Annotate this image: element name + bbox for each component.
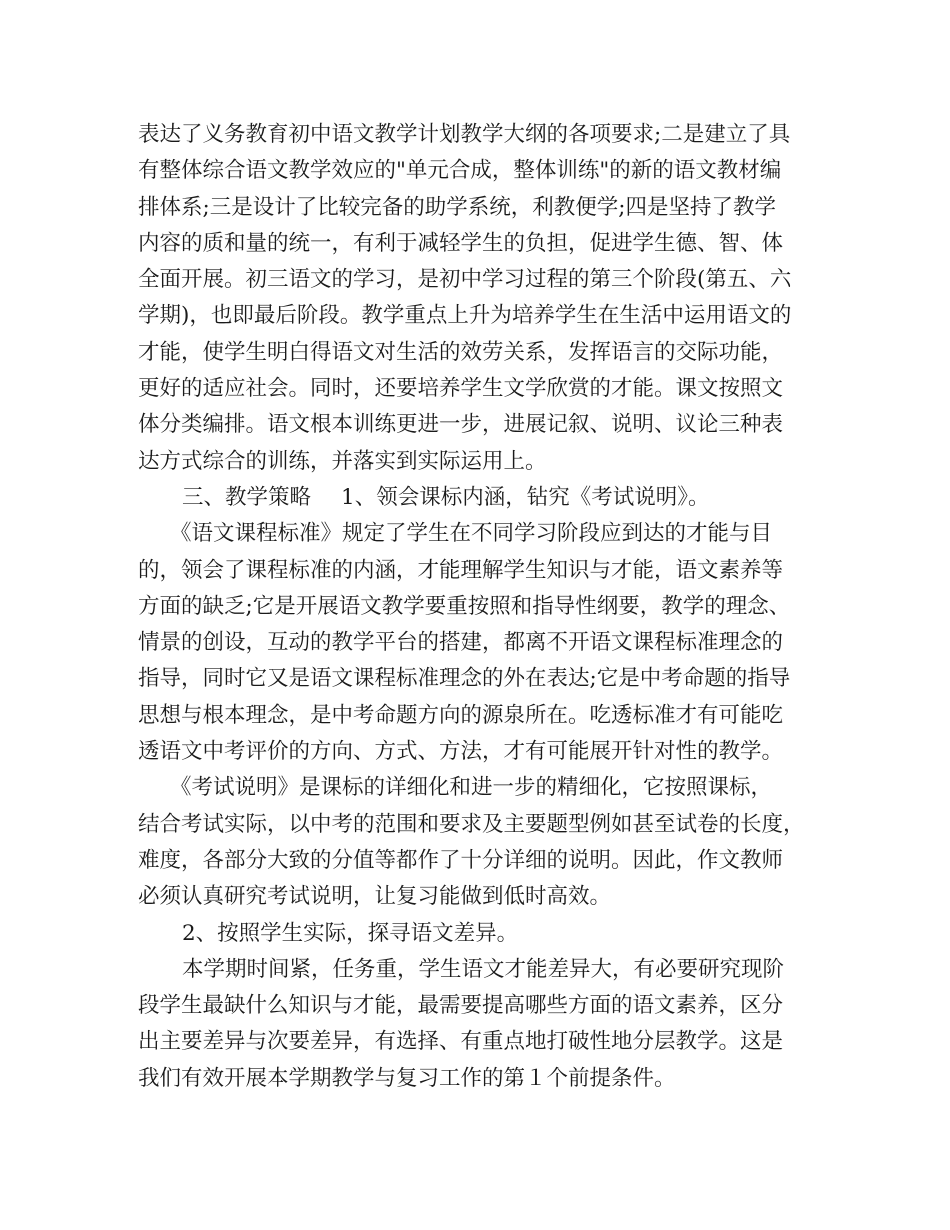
text-line: 我们有效开展本学期教学与复习工作的第１个前提条件。: [138, 1065, 676, 1091]
paragraph-intro: [138, 117, 828, 480]
paragraph-exam-guide: [138, 770, 828, 915]
text-line: 内容的质和量的统一，有利于减轻学生的负担，促进学生德、智、体: [138, 230, 784, 256]
text-line: 有整体综合语文教学效应的"单元合成，整体训练"的新的语文教材编: [138, 158, 782, 184]
text-line: 思想与根本理念，是中考命题方向的源泉所在。吃透标准才有可能吃: [138, 702, 784, 728]
text-line: 段学生最缺什么知识与才能，最需要提高哪些方面的语文素养，区分: [138, 993, 784, 1019]
text-line: 方面的缺乏;它是开展语文教学要重按照和指导性纲要，教学的理念、: [138, 593, 791, 619]
text-line: 指导，同时它又是语文课程标准理念的外在表达;它是中考命题的指导: [138, 666, 791, 692]
text-line: 结合考试实际，以中考的范围和要求及主要题型例如甚至试卷的长度，: [138, 811, 805, 837]
paragraph-this-semester: [138, 952, 828, 1097]
text-line: 《语文课程标准》规定了学生在不同学习阶段应到达的才能与目: [170, 521, 773, 547]
text-line: 《考试说明》是课标的详细化和进一步的精细化，它按照课标，: [170, 775, 773, 801]
text-line: 排体系;三是设计了比较完备的助学系统，利教便学;四是坚持了教学: [138, 194, 776, 220]
section-heading-teaching-strategy: [138, 480, 828, 516]
text-line: 难度，各部分大致的分值等都作了十分详细的说明。因此，作文教师: [138, 847, 784, 873]
text-line: 出主要差异与次要差异，有选择、有重点地打破性地分层教学。这是: [138, 1029, 784, 1055]
text-line: 的，领会了课程标准的内涵，才能理解学生知识与才能，语文素养等: [138, 557, 784, 583]
text-line: 本学期时间紧，任务重，学生语文才能差异大，有必要研究现阶: [182, 956, 785, 982]
subsection-heading: 1、领会课标内涵，钻究《考试说明》。: [341, 484, 710, 510]
document-body: [138, 117, 828, 1097]
text-line: 情景的创设，互动的教学平台的搭建，都离不开语文课程标准理念的: [138, 630, 784, 656]
text-line: 表达了义务教育初中语文教学计划教学大纲的各项要求;二是建立了具: [138, 122, 791, 147]
text-line: 全面开展。初三语文的学习，是初中学习过程的第三个阶段(第五、六: [138, 267, 792, 293]
text-line: 体分类编排。语文根本训练更进一步，进展记叙、说明、议论三种表: [138, 412, 784, 438]
text-line: 达方式综合的训练，并落实到实际运用上。: [138, 448, 547, 474]
section-heading: 三、教学策略: [182, 484, 312, 510]
text-line: 更好的适应社会。同时，还要培养学生文学欣赏的才能。课文按照文: [138, 376, 784, 402]
subsection-heading: 2、按照学生实际，探寻语文差异。: [182, 920, 519, 946]
text-line: 必须认真研究考试说明，让复习能做到低时高效。: [138, 884, 612, 910]
subsection-heading-student-differences: [138, 916, 828, 952]
text-line: 学期)，也即最后阶段。教学重点上升为培养学生在生活中运用语文的: [138, 303, 792, 329]
text-line: 才能，使学生明白得语文对生活的效劳关系，发挥语言的交际功能，: [138, 339, 784, 365]
paragraph-curriculum-standard: [138, 516, 828, 770]
text-line: 透语文中考评价的方向、方式、方法，才有可能展开针对性的教学。: [138, 739, 784, 765]
